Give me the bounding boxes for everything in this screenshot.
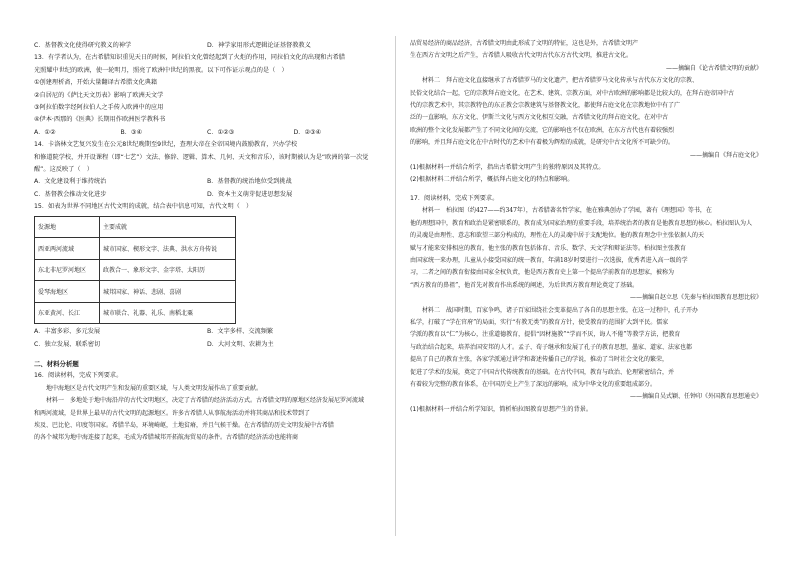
- q16-passage-line: 材料一 多地处于地中海沿岸的古代文明地区，决定了古希腊的经济活动方式。古希腊文明的原地区经济发展尼罗河流域: [46, 397, 365, 405]
- q13-option-a: A．①②: [34, 128, 56, 136]
- left-column: [34, 40, 380, 445]
- q17-material-1-line: 由国家统一来办理，儿童从小接受国家的统一教育，年满18岁时要进行一次选拔，优秀者进入高一级的学: [410, 256, 688, 264]
- q13-option-c: C．①②③: [207, 128, 235, 136]
- q16-requirement-1: (1)根据材料一并结合所学，指出古希腊文明产生的独特原因及其特点。: [410, 164, 605, 172]
- q14-stem-3: 醒”。这反映了（ ）: [34, 166, 93, 174]
- q12-options: [34, 40, 380, 52]
- q13-option-b: B．③④: [120, 128, 143, 136]
- table-cell: 政教合一、象形文字、金字塔、太阳历: [100, 259, 236, 281]
- q15-options-ab: [34, 326, 380, 338]
- q13-options: [34, 127, 380, 139]
- q17-material-1-line: 他的理想国中，教育和政治是紧密联系的，教育成为国家治理的重要手段，培养统治者的教育是他教育思想的核心。柏拉图认为人: [410, 219, 753, 227]
- q13-item-2: ②自居尼的《萨比天文历表》影响了欧洲天文学: [34, 91, 164, 99]
- q15-option-c: C．独立发展、联系密切: [34, 340, 101, 348]
- q16-material-2-line: 代的宗教艺术中，其宗教特色的东正教会宗教建筑与基督教文化，都使拜占庭文化在宗教地位中有了广: [410, 102, 681, 110]
- table-row: [35, 238, 236, 260]
- q16-passage-line: 的各个城邦为地中海连接了起来，毛成为希腊城邦开拓航海贸易的条件。古希腊的经济活动也能将商: [34, 434, 299, 442]
- table-cell: 城市国家、楔形文字、法典、洪水方舟传说: [100, 238, 236, 260]
- q17-material-2-line: 促进了学术的发展，奠定了中国古代传统教育的基础。在古代中国，教育与政治、伦理紧密结合，并: [410, 368, 675, 376]
- table-row: [35, 302, 236, 324]
- q13-item-3: ③阿拉伯数字经阿拉伯人之手传入欧洲中的应用: [34, 104, 164, 112]
- q16-source-1: ——摘编自《论古希腊文明的贡献》: [665, 64, 762, 72]
- q17-material-2-line: 学派的教育以“仁”为核心，注重道德教育，提倡“因材施教”“学而不厌，诲人不倦”等教学方法，把教育: [410, 331, 681, 339]
- q16-material-2-line: 欧洲的整个文化发展都产生了不同文化间的交流，它的影响也不仅在欧洲，在东方古代也有着较强烈: [410, 126, 675, 134]
- q16-material-2-line: 的影响，并且拜占庭文化在中古时代的艺术中有着极为辉煌的成就，是研究中古文化所不可缺少的。: [410, 139, 675, 147]
- q16-source-2: ——摘编自《拜占庭文化》: [689, 151, 762, 159]
- q15-options-cd: [34, 339, 380, 351]
- q16-passage-line: 地中海地区是古代文明产生和发展的重要区域，与人类文明发展作出了重要贡献。: [46, 384, 263, 392]
- table-header-cell: 主要成就: [100, 216, 236, 238]
- q17-material-1-line: 材料一 柏拉图（约427——约347年），古希腊著名哲学家，他在雅典创办了学园，著有《理想国》等书，在: [422, 207, 712, 215]
- q13-option-d: D．②③④: [293, 128, 322, 136]
- q15-stem: 15．如表为世界不同地区古代文明的成就，结合表中信息可知，古代文明（ ）: [34, 203, 253, 211]
- q17-material-2-line: 材料二 战国时期，百家争鸣，诸子百家围绕社会变革提出了各自的思想主张，在这一过程中，孔子开办: [422, 306, 699, 314]
- table-header-row: [35, 216, 236, 238]
- q16-material-2-line: 材料二 拜占庭文化直接继承了古希腊罗马的文化遗产，把古希腊罗马文化传承与古代东方文化的宗教、: [422, 77, 699, 85]
- q16-passage-line: 生在西方古文明之后产生，古希腊人吸收古代文明古代东方古代文明，推进古文化。: [410, 52, 633, 60]
- q15-option-b: B．文字多样、交流频繁: [207, 328, 274, 336]
- q13-stem-2: 光照耀中世纪的欧洲，使一轮明月，照亮了欧洲中世纪的黑夜。以下可作证示观点的是（ ）: [34, 66, 288, 74]
- table-cell: 爱琴海地区: [35, 281, 100, 303]
- q16-passage-line: 品贸易经济的商品经济，古希腊文明由此形成了文明的特征，这也是外，古希腊文明产: [410, 40, 639, 47]
- q14-options-ab: [34, 176, 380, 188]
- q13-item-1: ①创建理析斋，开始大量翻译古希腊文化典籍: [34, 79, 158, 87]
- q17-material-2-line: 提出了自己的教育主张，各家学派通过讲学和著述传播自己的学说，推动了当时社会文化的繁荣，: [410, 356, 669, 364]
- q15-table: [34, 216, 236, 325]
- q14-option-b: B．基督教的统治地位受到挑战: [207, 178, 292, 186]
- q15-option-a: A．丰富多彩、多元发展: [34, 328, 101, 336]
- q17-material-2-line: 与政治结合起来，培养治国安邦的人才。孟子、荀子继承和发展了孔子的教育思想，墨家、道家、法家也都: [410, 343, 693, 351]
- q17-material-1-line: 习，二者之间的教育衔接由国家全权负责，他是西方教育史上第一个提出学前教育的思想家，被称为: [410, 269, 675, 277]
- table-cell: 城市联合、礼器、礼乐、南稻北粟: [100, 302, 236, 324]
- q16-requirement-2: (2)根据材料二并结合所学，概括拜占庭文化的特点和影响。: [410, 176, 574, 184]
- q17-material-1-line: 的灵魂是由理性、意志和欲望三部分构成的，理性在人的灵魂中居于支配地位。他的教育理念中主张依据人的天: [410, 232, 705, 240]
- q17-material-2-line: 有着较为完整的教育体系，在中国历史上产生了深远的影响，成为中华文化的重要组成部分。: [410, 380, 657, 388]
- q15-option-d: D．大河文明、农耕为主: [207, 340, 274, 348]
- q14-options-cd: [34, 189, 380, 201]
- q17-requirement-1: (1)根据材料一并结合所学知识，简析柏拉图教育思想产生的背景。: [410, 405, 593, 413]
- column-divider: [395, 36, 396, 536]
- right-column: [410, 38, 762, 416]
- section-heading: 二、材料分析题: [34, 360, 79, 368]
- q12-option-d: D．神学家用形式逻辑论证基督教教义: [207, 42, 311, 49]
- table-cell: 城邦国家、神话、悲剧、喜剧: [100, 281, 236, 303]
- q17-material-1-line: “西方教育的鼻祖”，他首先对教育作出系统的阐述，为后世西方教育理论奠定了基础。: [410, 281, 639, 289]
- q17-material-1-line: 赋与才能来安排相应的教育，他主张的教育包括体育、音乐、数学、天文学和辩证法等。柏拉图主张教育: [410, 244, 687, 252]
- q17-stem: 17．阅读材料，完成下列要求。: [410, 194, 499, 202]
- table-cell: 西亚两河流域: [35, 238, 100, 260]
- table-row: [35, 281, 236, 303]
- q17-material-2-line: 私学，打破了“学在官府”的局面，实行“有教无类”的教育方针，使受教育的范围扩大到平民。儒家: [410, 318, 669, 326]
- q13-item-4: ④伊本·西那的《医典》长期用作欧洲医学教科书: [34, 116, 166, 124]
- q17-source-1: ——摘编自赵立思《先秦与柏拉图教育思想比较》: [629, 294, 762, 302]
- table-row: [35, 259, 236, 281]
- q12-option-c: C．基督教文化使得研究教义的神学: [34, 42, 132, 49]
- q14-stem-1: 14．卡洛林文艺复兴发生在公元8世纪晚期至9世纪，查理大帝在全帝国境内鼓励教育，兴办学校: [34, 141, 298, 149]
- table-cell: 东亚黄河、长江: [35, 302, 100, 324]
- q14-option-c: C．基督教会推动文化进步: [34, 190, 107, 198]
- q14-option-a: A．文化建设利于维持统治: [34, 178, 107, 186]
- q14-stem-2: 和修道院学校，并开设课程（即“七艺”）文法、修辞、逻辑、算术、几何、天文和音乐），该时期被认为是“欧洲的第一次觉: [34, 153, 369, 161]
- table-cell: 东北非尼罗河地区: [35, 259, 100, 281]
- q16-stem: 16．阅读材料，完成下列要求。: [34, 372, 123, 380]
- q16-material-2-line: 泛的一直影响，东方文化、伊斯兰文化与西方文化相互交融，古希腊文化的拜占庭文化，在对中古: [410, 114, 669, 122]
- q14-option-d: D．资本主义萌芽促进思想发展: [207, 190, 293, 198]
- q16-passage-line: 埃及、巴比伦、印度等国家。希腊半岛，环境崎岖，土地贫瘠，并且气候干燥。在古希腊的历史文明发展中古希腊: [34, 422, 335, 430]
- q16-material-2-line: 民俗文化结合一起，它的宗教拜占庭文化，在艺术、建筑、宗教方面，对中古欧洲的影响都是比较大的，在拜占庭帝国中古: [410, 89, 735, 97]
- q13-stem-1: 13．有学者认为，在古希腊知识重见天日的时候，阿拉伯文化曾经起到了火炬的作用，同拉伯文化的出现和古希腊: [34, 54, 346, 62]
- q16-passage-line: 和两河流域，是世界上最早的古代文明的起源地区。许多古希腊人从事航海活动并将其商品和技术带到了: [34, 409, 311, 417]
- q17-source-2: ——摘编自吴式颖、任钟印《外国教育思想通史》: [629, 393, 762, 401]
- table-header-cell: 发源地: [35, 216, 100, 238]
